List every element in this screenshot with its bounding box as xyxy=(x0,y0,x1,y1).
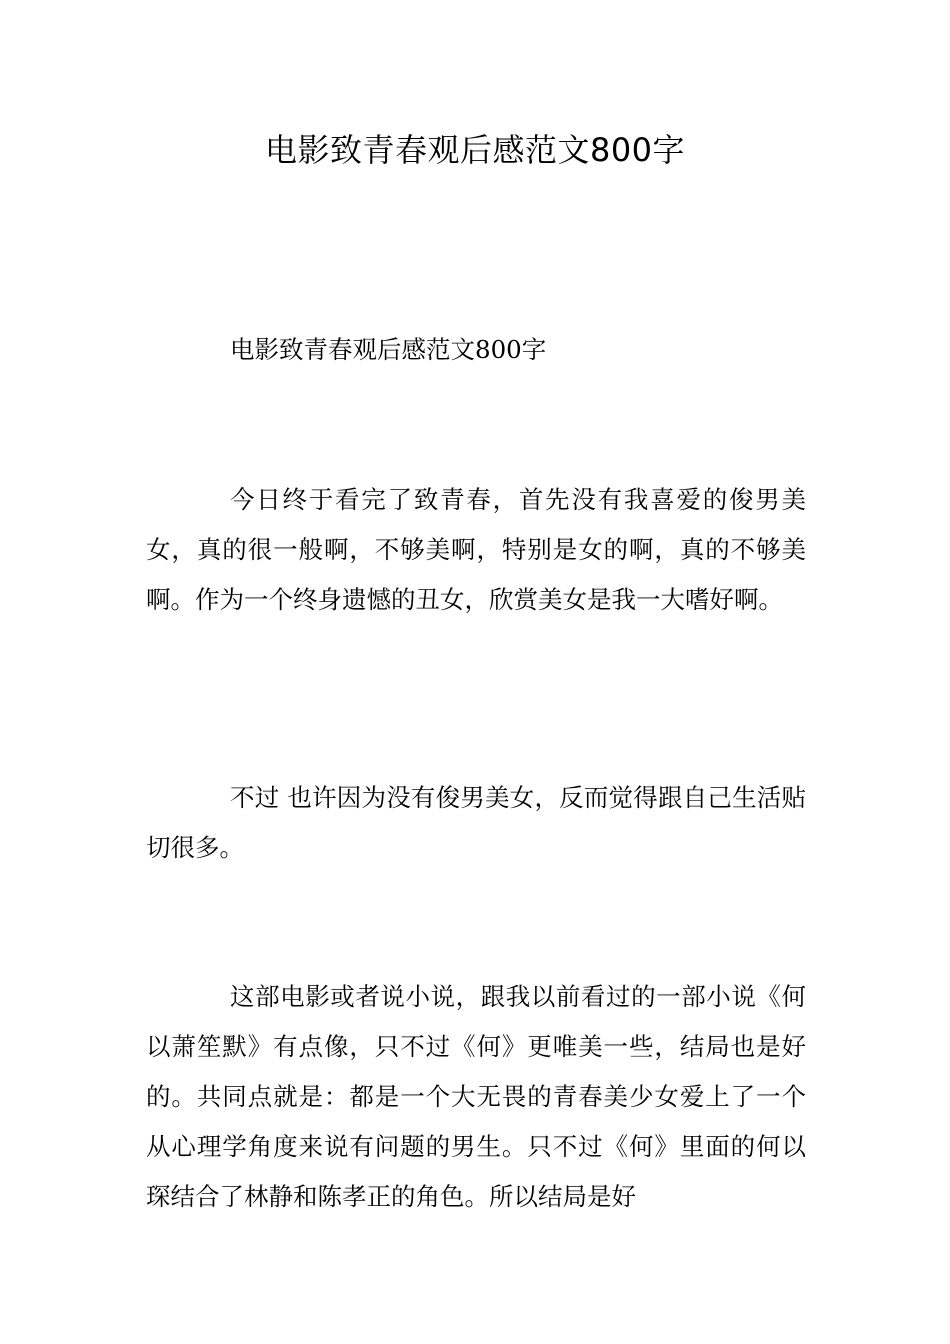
paragraph-2: 不过 也许因为没有俊男美女，反而觉得跟自己生活贴切很多。 xyxy=(146,783,806,862)
page-title: 电影致青春观后感范文800字 xyxy=(264,131,686,169)
paragraph-1: 今日终于看完了致青春，首先没有我喜爱的俊男美女，真的很一般啊，不够美啊，特别是女的啊，真的不够美啊。作为一个终身遗憾的丑女，欣赏美女是我一大嗜好啊。 xyxy=(146,485,806,614)
document-subtitle: 电影致青春观后感范文800字 xyxy=(230,335,547,364)
paragraph-3: 这部电影或者说小说，跟我以前看过的一部小说《何以萧笙默》有点像，只不过《何》更唯美一些，结局也是好的。共同点就是：都是一个大无畏的青春美少女爱上了一个从心理学角度来说有问题的男生。只不过《何》里面的何以琛结合了林静和陈孝正的角色。所以结局是好 xyxy=(146,982,806,1211)
